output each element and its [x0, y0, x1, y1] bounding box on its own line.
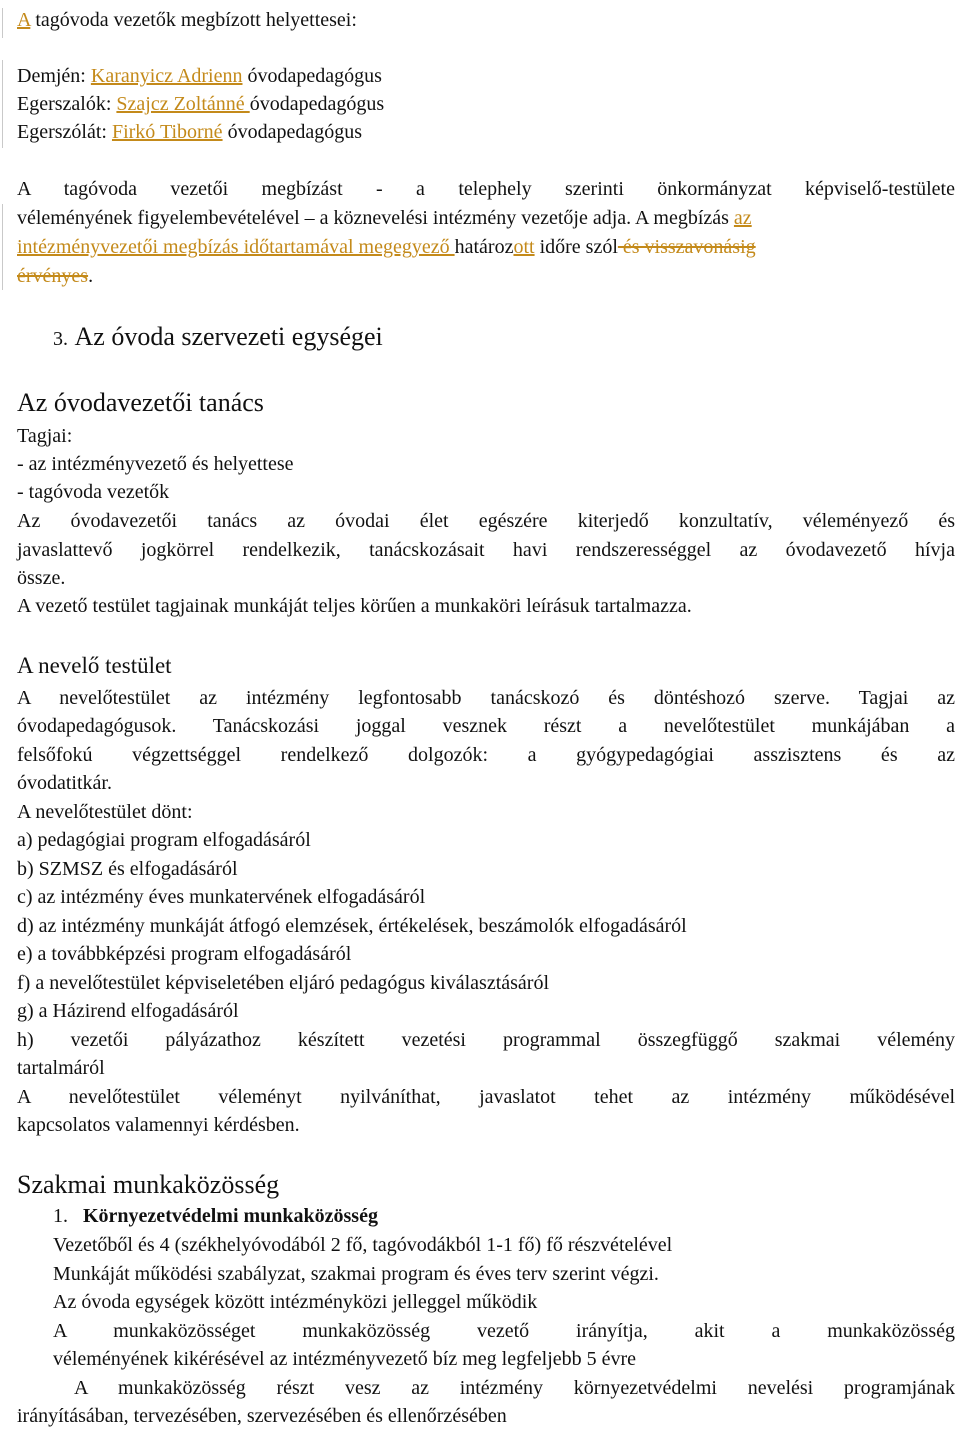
paragraph-line: óvodapedagógusok. Tanácskozási joggal vesznek részt a nevelőtestület munkájában a	[17, 715, 955, 737]
mandate-line	[17, 235, 955, 259]
paragraph-line: össze.	[17, 567, 66, 589]
list-item: e) a továbbképzési program elfogadásáról	[17, 943, 352, 965]
deputy-line	[17, 92, 955, 116]
mandate-text: véleményének figyelembevételével – a köznevelési intézmény vezetője adja.	[17, 207, 632, 229]
section-number: 3.	[53, 328, 68, 350]
deputy-place: Demjén:	[17, 65, 91, 87]
list-item: c) az intézmény éves munkatervének elfogadásáról	[17, 886, 426, 908]
subsection-title: Az óvodavezetői tanács	[17, 388, 264, 417]
list-item: g) a Házirend elfogadásáról	[17, 1000, 239, 1022]
numbered-heading	[53, 1204, 853, 1228]
deputy-line	[17, 64, 955, 88]
list-item: b) SZMSZ és elfogadásáról	[17, 858, 238, 880]
deputy-line	[17, 120, 955, 144]
deputy-name-link[interactable]: Karanyicz Adrienn	[90, 65, 243, 87]
mandate-line	[17, 264, 955, 288]
change-bar	[2, 60, 3, 148]
paragraph-line: Munkáját működési szabályzat, szakmai program és éves terv szerint végzi.	[53, 1263, 659, 1285]
deputies-heading	[17, 8, 955, 32]
subsection-title: Szakmai munkaközösség	[17, 1170, 280, 1199]
tracked-insertion: ott	[513, 236, 535, 258]
section-heading	[53, 322, 853, 354]
deputy-place: Egerszalók:	[17, 93, 117, 115]
deputy-place: Egerszólát:	[17, 121, 112, 143]
paragraph-line: felsőfokú végzettséggel rendelkező dolgozók: a gyógypedagógiai asszisztens és az	[17, 744, 955, 766]
list-item: h) vezetői pályázathoz készített vezetési programmal összegfüggő szakmai vélemény	[17, 1029, 955, 1051]
list-item: a) pedagógiai program elfogadásáról	[17, 829, 311, 851]
list-item: f) a nevelőtestület képviseletében eljáró pedagógus kiválasztásáról	[17, 972, 550, 994]
mandate-text: .	[88, 265, 94, 287]
paragraph-line: A nevelőtestület az intézmény legfontosabb tanácskozó és döntéshozó szerve. Tagjai az	[17, 687, 955, 709]
member-item: - tagóvoda vezetők	[17, 481, 170, 503]
paragraph-line: véleményének kikérésével az intézményvezető bíz meg legfeljebb 5 évre	[53, 1348, 637, 1370]
subsection-title: A nevelő testület	[17, 653, 172, 678]
paragraph-line: A munkaközösség részt vesz az intézmény környezetvédelmi nevelési programjának	[74, 1377, 955, 1399]
deputy-role: óvodapedagógus	[249, 93, 385, 115]
tracked-deletion: és visszavonásig	[617, 236, 756, 258]
paragraph-line: óvodatitkár.	[17, 772, 112, 794]
deputies-heading-text: tagóvoda vezetők megbízott helyettesei:	[30, 9, 357, 31]
paragraph-line: A munkaközösséget munkaközösség vezető irányítja, akit a munkaközösség	[53, 1320, 955, 1342]
deputy-role: óvodapedagógus	[222, 121, 362, 143]
members-label: Tagjai:	[17, 425, 73, 447]
paragraph-line: irányításában, tervezésében, szervezésében és ellenőrzésében	[17, 1405, 507, 1427]
tracked-insertion-link[interactable]: A	[17, 9, 31, 31]
mandate-text: A megbízás	[631, 207, 734, 229]
change-bar	[2, 204, 3, 290]
decides-label: A nevelőtestület dönt:	[17, 801, 193, 823]
tracked-insertion: intézményvezetői megbízás időtartamával megegyező	[17, 236, 455, 258]
heading-number: 1.	[53, 1205, 68, 1227]
paragraph-line: kapcsolatos valamennyi kérdésben.	[17, 1114, 300, 1136]
deputy-role: óvodapedagógus	[242, 65, 382, 87]
mandate-line	[17, 206, 955, 230]
paragraph-line: Az óvodavezetői tanács az óvodai élet egészére kiterjedő konzultatív, véleményező és	[17, 510, 955, 532]
tracked-deletion: érvényes	[17, 265, 89, 287]
tracked-insertion: az	[733, 207, 752, 229]
section-title: Az óvoda szervezeti egységei	[74, 322, 383, 351]
paragraph-line: Az óvoda egységek között intézményközi jelleggel működik	[53, 1291, 538, 1313]
member-item: - az intézményvezető és helyettese	[17, 453, 294, 475]
paragraph-line: Vezetőből és 4 (székhelyóvodából 2 fő, tagóvodákból 1-1 fő) fő részvételével	[53, 1234, 673, 1256]
heading-title: Környezetvédelmi munkaközösség	[83, 1205, 378, 1227]
list-item: d) az intézmény munkáját átfogó elemzések, értékelések, beszámolók elfogadásáról	[17, 915, 687, 937]
mandate-text: időre szól	[534, 236, 618, 258]
list-item: tartalmáról	[17, 1057, 105, 1079]
paragraph-line: javaslattevő jogkörrel rendelkezik, tanácskozásait havi rendszerességgel az óvodavezető hívja	[17, 539, 955, 561]
paragraph-line: A nevelőtestület véleményt nyilváníthat, javaslatot tehet az intézmény működésével	[17, 1086, 955, 1108]
mandate-text: határoz	[454, 236, 514, 258]
change-bar	[2, 8, 3, 38]
deputy-name-link[interactable]: Szajcz Zoltánné	[116, 93, 250, 115]
paragraph-line: A vezető testület tagjainak munkáját teljes körűen a munkaköri leírásuk tartalmazza.	[17, 595, 692, 617]
deputy-name-link[interactable]: Firkó Tiborné	[111, 121, 223, 143]
mandate-line: A tagóvoda vezetői megbízást - a telephely szerinti önkormányzat képviselő-testülete	[17, 178, 955, 200]
